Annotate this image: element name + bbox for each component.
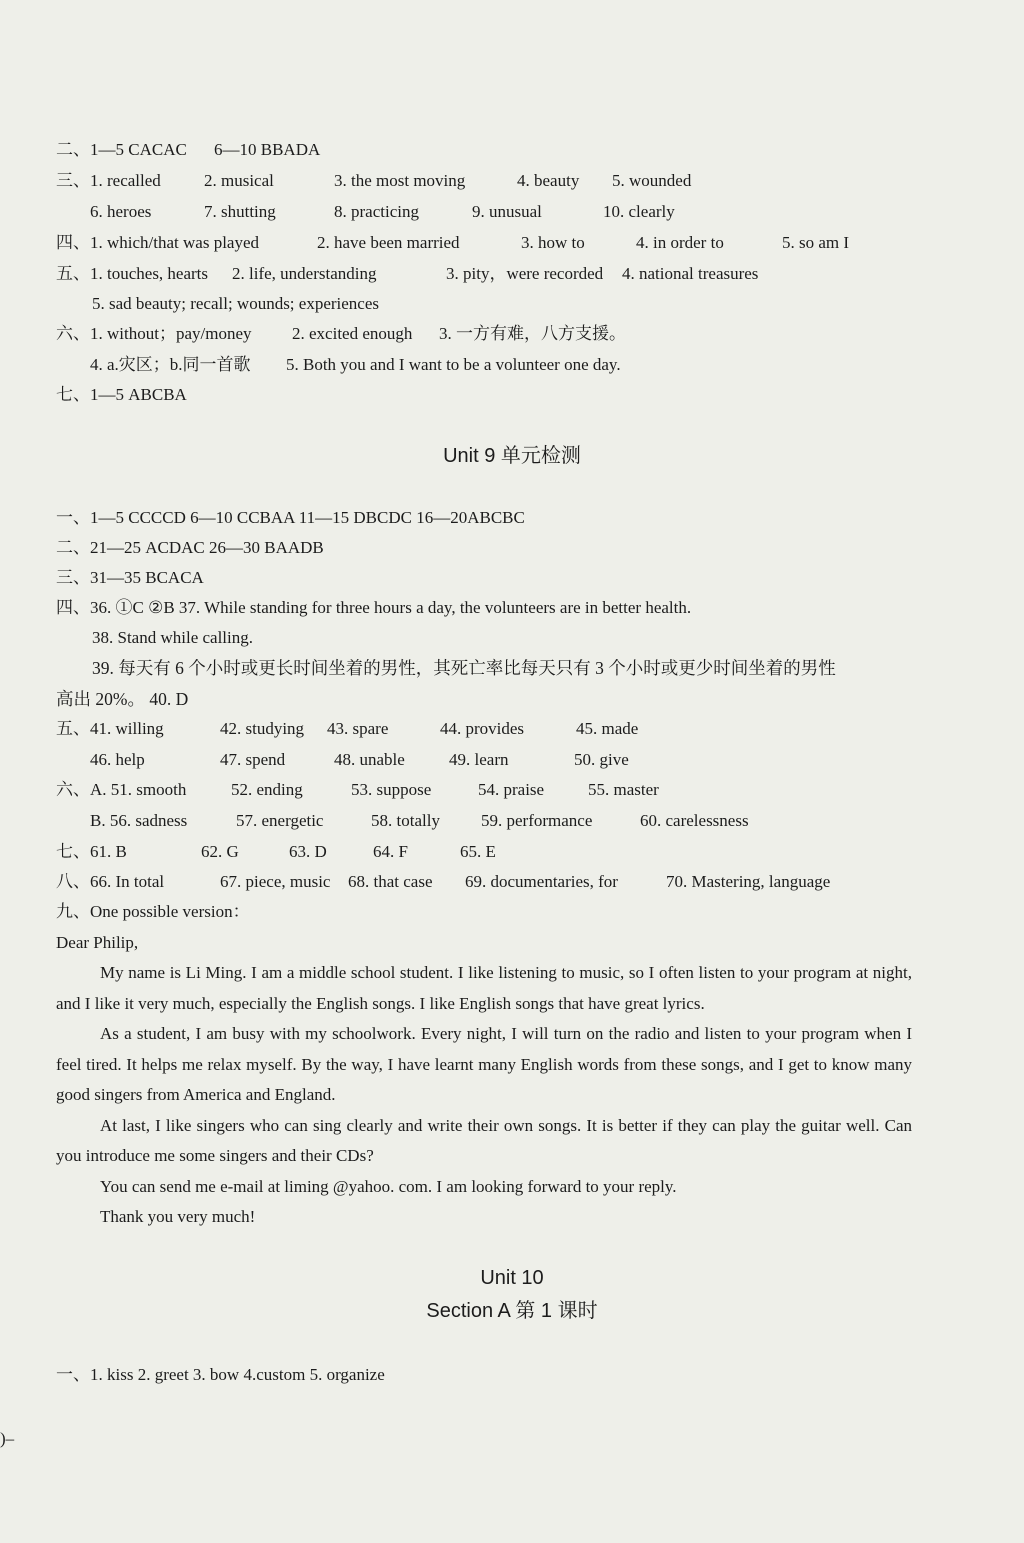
- answer: 1. which/that was played: [90, 233, 260, 252]
- u10-line1: 一、1. kiss 2. greet 3. bow 4.custom 5. organize: [56, 1365, 385, 1384]
- answer: 5. wounded: [612, 171, 692, 190]
- answer: 1. without；pay/money: [90, 324, 252, 343]
- sec-label: 二、: [56, 140, 90, 159]
- answer: 70. Mastering, language: [666, 872, 831, 891]
- answer: 3. 一方有难，八方支援。: [439, 324, 626, 343]
- sec-label: 七、: [56, 842, 90, 861]
- answer: 1—5 CACAC: [90, 140, 187, 159]
- answer: 64. F: [373, 842, 408, 861]
- answer: 61. B: [90, 842, 127, 861]
- page-number-fragment: )–: [0, 1429, 15, 1448]
- answer: 8. practicing: [334, 202, 419, 221]
- answer: 57. energetic: [236, 811, 324, 830]
- u9-sec9-label: 九、One possible version：: [56, 902, 250, 921]
- unit9-title: Unit 9 单元检测: [443, 445, 581, 467]
- unit10-title: Unit 10: [480, 1267, 544, 1289]
- answer: 48. unable: [334, 750, 405, 769]
- u9-sec7-line: [56, 841, 496, 863]
- answer: 50. give: [574, 750, 629, 769]
- answer: 55. master: [588, 780, 659, 799]
- unit10-subtitle: Section A 第 1 课时: [426, 1300, 598, 1322]
- answer: 1. recalled: [90, 171, 161, 190]
- sec5-line2: 5. sad beauty; recall; wounds; experiences: [92, 294, 380, 313]
- sec4-line: [56, 232, 850, 254]
- answer: 63. D: [289, 842, 327, 861]
- answer: 3. how to: [521, 233, 585, 252]
- answer: 7. shutting: [204, 202, 276, 221]
- answer: 46. help: [90, 750, 145, 769]
- sec6-line1: [56, 323, 626, 345]
- answer: 4. in order to: [636, 233, 724, 252]
- answer: 47. spend: [220, 750, 286, 769]
- answer: 59. performance: [481, 811, 593, 830]
- sec-label: 五、: [56, 264, 90, 283]
- answer: 10. clearly: [603, 202, 675, 221]
- answer: 66. In total: [90, 872, 165, 891]
- answer: 4. beauty: [517, 171, 580, 190]
- answer: 2. excited enough: [292, 324, 413, 343]
- u9-sec6-line1: [56, 779, 659, 801]
- answer: 53. suppose: [351, 780, 432, 799]
- answer: 69. documentaries, for: [465, 872, 618, 891]
- answer: 49. learn: [449, 750, 509, 769]
- letter-paragraph: At last, I like singers who can sing clearly and write their own songs. It is better if they can play the guitar well. Can you introduce me some singers and their CDs?: [56, 1115, 912, 1165]
- answer: 67. piece, music: [220, 872, 331, 891]
- answer: 68. that case: [348, 872, 433, 891]
- answer: 4. a.灾区；b.同一首歌: [90, 355, 251, 374]
- letter-body: [56, 958, 912, 1233]
- u9-line7: 高出 20%。 40. D: [56, 689, 189, 709]
- answer: 3. pity，were recorded: [446, 264, 604, 283]
- answer: 41. willing: [90, 719, 164, 738]
- letter-paragraph: You can send me e-mail at liming @yahoo. com. I am looking forward to your reply.: [100, 1176, 677, 1196]
- answer: 2. life, understanding: [232, 264, 377, 283]
- sec7-line: [56, 384, 187, 406]
- answer: 54. praise: [478, 780, 545, 799]
- sec-label: 七、: [56, 385, 90, 404]
- answer: 43. spare: [327, 719, 389, 738]
- sec-label: 三、: [56, 171, 90, 190]
- answer: 62. G: [201, 842, 239, 861]
- answer: 65. E: [460, 842, 496, 861]
- u9-line3: 三、31—35 BCACA: [56, 568, 204, 587]
- answer: 6—10 BBADA: [214, 140, 321, 159]
- sec-label: 六、: [56, 324, 90, 343]
- answer: 42. studying: [220, 719, 305, 738]
- sec3-line1: [56, 170, 692, 192]
- sec-label: 八、: [56, 872, 90, 891]
- answer: 1—5 ABCBA: [90, 385, 187, 404]
- answer: 6. heroes: [90, 202, 152, 221]
- letter-salutation: Dear Philip,: [56, 933, 139, 952]
- sec-label: 四、: [56, 233, 90, 252]
- u9-sec5-line1: [56, 718, 639, 740]
- sec5-line1: [56, 263, 759, 285]
- u9-line2: 二、21—25 ACDAC 26—30 BAADB: [56, 538, 324, 557]
- answer: 45. made: [576, 719, 639, 738]
- u9-line6: 39. 每天有 6 个小时或更长时间坐着的男性，其死亡率比每天只有 3 个小时或更少时间坐着的男性: [92, 658, 836, 678]
- sec2-line: [56, 139, 321, 161]
- u9-sec8-line: [56, 871, 831, 893]
- answer: 2. musical: [204, 171, 274, 190]
- answer: 1. touches, hearts: [90, 264, 209, 283]
- answer: 5. Both you and I want to be a volunteer one day.: [286, 355, 621, 374]
- sec-label: 六、: [56, 780, 90, 799]
- answer: 58. totally: [371, 811, 440, 830]
- answer: 4. national treasures: [622, 264, 759, 283]
- answer: 3. the most moving: [334, 171, 466, 190]
- u9-line5: 38. Stand while calling.: [92, 628, 254, 647]
- letter-paragraph: My name is Li Ming. I am a middle school student. I like listening to music, so I often listen to your program at night, and I like it very much, especially the English songs. I like English songs that have great lyrics.: [56, 963, 912, 1013]
- answer: 9. unusual: [472, 202, 542, 221]
- u9-line1: 一、1—5 CCCCD 6—10 CCBAA 11—15 DBCDC 16—20ABCBC: [56, 508, 525, 527]
- answer: 5. so am I: [782, 233, 850, 252]
- answer: B. 56. sadness: [90, 811, 188, 830]
- answer: A. 51. smooth: [90, 780, 187, 799]
- answer: 2. have been married: [317, 233, 460, 252]
- letter-paragraph: As a student, I am busy with my schoolwork. Every night, I will turn on the radio and listen to your program when I feel tired. It helps me relax myself. By the way, I have learnt many English words from these songs, and I get to know many good singers from America and England.: [56, 1024, 912, 1104]
- answer: 44. provides: [440, 719, 525, 738]
- answer: 60. carelessness: [640, 811, 749, 830]
- u9-line4: 四、36. ①C ②B 37. While standing for three hours a day, the volunteers are in better health.: [56, 598, 692, 617]
- sec-label: 五、: [56, 719, 90, 738]
- answer: 52. ending: [231, 780, 303, 799]
- letter-paragraph: Thank you very much!: [100, 1207, 256, 1226]
